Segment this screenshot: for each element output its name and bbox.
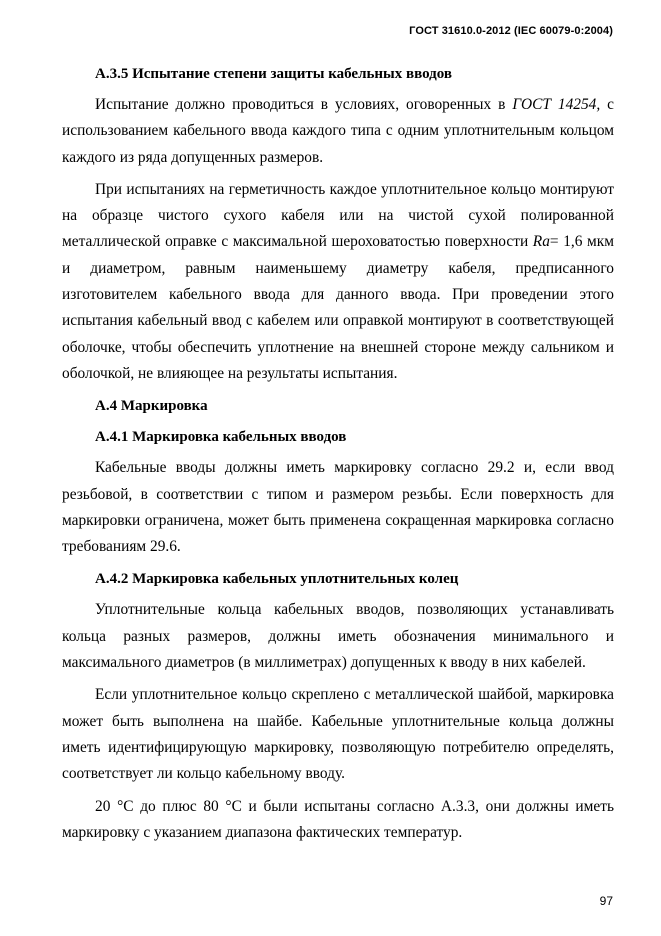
paragraph-text: При испытаниях на герметичность каждое уплотнительное кольцо монтируют на образце чистого сухого кабеля или на чистой сухой полированной металлической оправке с максимальной шероховатостью поверхности xyxy=(62,180,614,251)
paragraph-text: = 1,6 мкм и диаметром, равным наименьшему диаметру кабеля, предписанного изготовителем кабельного ввода для данного ввода. При проведении этого испытания кабельный ввод с кабелем или оправкой монтируют в соответствующей оболочке, чтобы обеспечить уплотнение на внешней стороне между сальником и оболочкой, не влияющее на результаты испытания. xyxy=(62,233,614,382)
section-heading-a41: А.4.1 Маркировка кабельных вводов xyxy=(95,429,347,446)
section-heading-a42: А.4.2 Маркировка кабельных уплотнительных колец xyxy=(95,571,459,588)
page-body xyxy=(62,61,614,852)
paragraph xyxy=(62,177,614,387)
paragraph: Если уплотнительное кольцо скреплено с металлической шайбой, маркировка может быть выполнена на шайбе. Кабельные уплотнительные кольца должны иметь идентифицирующую маркировку, позволяющую потребителю определять, соответствует ли кольцо кабельному вводу. xyxy=(62,686,614,783)
paragraph: Уплотнительные кольца кабельных вводов, позволяющих устанавливать кольца разных размеров, должны иметь обозначения минимального и максимального диаметров (в миллиметрах) допущенных к вводу в них кабелей. xyxy=(62,601,614,672)
section-heading-a4: А.4 Маркировка xyxy=(95,398,208,415)
paragraph: 20 °С до плюс 80 °С и были испытаны согласно А.3.3, они должны иметь маркировку с указанием диапазона фактических температур. xyxy=(62,797,614,841)
paragraph-text: Испытание должно проводиться в условиях, оговоренных в xyxy=(95,96,513,113)
paragraph-text: с использованием кабельного ввода каждого типа с одним уплотнительным кольцом каждого из ряда допущенных размеров. xyxy=(62,96,614,166)
standard-reference: ГОСТ 14254, xyxy=(512,96,601,113)
paragraph: Кабельные вводы должны иметь маркировку согласно 29.2 и, если ввод резьбовой, в соответствии с типом и размером резьбы. Если поверхность для маркировки ограничена, может быть применена сокращенная маркировка согласно требованиям 29.6. xyxy=(62,459,614,556)
section-heading-a35: А.3.5 Испытание степени защиты кабельных вводов xyxy=(95,66,452,82)
document-header: ГОСТ 31610.0-2012 (IEC 60079-0:2004) xyxy=(409,25,613,37)
paragraph xyxy=(62,92,614,171)
page-number: 97 xyxy=(599,894,613,908)
roughness-symbol: Ra xyxy=(532,233,550,251)
